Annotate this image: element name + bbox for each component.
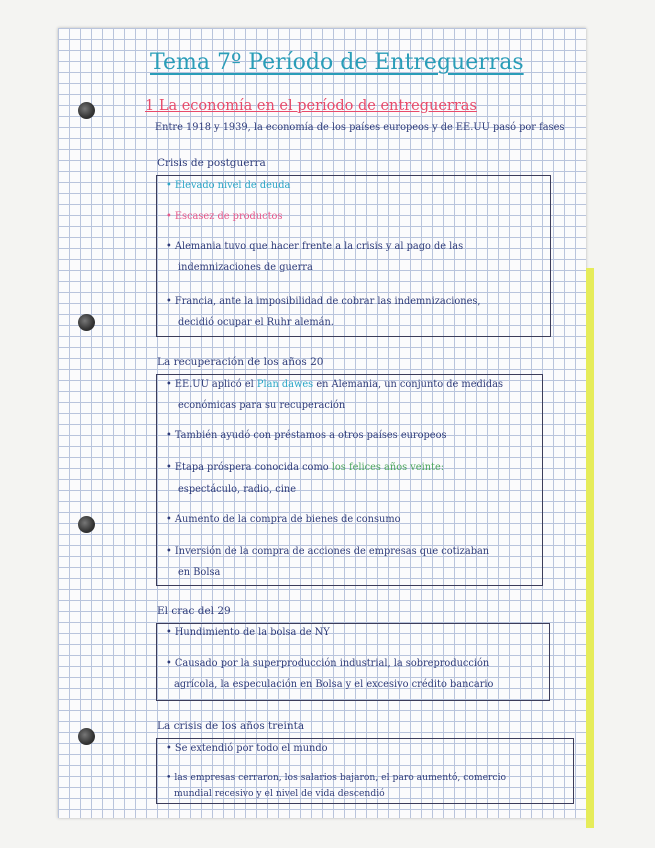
- list-item: mundial recesivo y el nivel de vida descendió: [174, 788, 385, 799]
- felices-anos-veinte-highlight: los felices años veinte:: [331, 462, 445, 473]
- list-item: • Causado por la superproducción industrial, la sobreproducción: [166, 658, 490, 669]
- list-item: • Se extendió por todo el mundo: [166, 743, 328, 754]
- binder-hole-2: [78, 314, 95, 331]
- list-item: económicas para su recuperación: [178, 400, 346, 411]
- intro-text: Entre 1918 y 1939, la economía de los países europeos y de EE.UU pasó por fases: [155, 122, 565, 133]
- binder-hole-3: [78, 516, 95, 533]
- page-title: Tema 7º Período de Entreguerras: [150, 50, 524, 75]
- list-item: decidió ocupar el Ruhr alemán.: [178, 317, 334, 328]
- list-item: • También ayudó con préstamos a otros países europeos: [166, 430, 447, 441]
- list-item: • Francia, ante la imposibilidad de cobrar las indemnizaciones,: [166, 296, 481, 307]
- binder-hole-1: [78, 102, 95, 119]
- list-item: • Etapa próspera conocida como los felices años veinte:: [166, 462, 445, 473]
- section-heading: 1 La economía en el período de entreguerras: [145, 98, 477, 114]
- heading-recuperacion: La recuperación de los años 20: [157, 356, 324, 368]
- list-item: espectáculo, radio, cine: [178, 484, 296, 495]
- plan-dawes-highlight: Plan dawes: [256, 379, 314, 390]
- list-item: agrícola, la especulación en Bolsa y el excesivo crédito bancario: [174, 679, 494, 690]
- list-item: • Aumento de la compra de bienes de consumo: [166, 514, 401, 525]
- heading-crisis-treinta: La crisis de los años treinta: [157, 720, 305, 732]
- heading-crac-29: El crac del 29: [157, 605, 231, 617]
- list-item: • Inversión de la compra de acciones de empresas que cotizaban: [166, 546, 490, 557]
- binder-hole-4: [78, 728, 95, 745]
- list-item: • Elevado nivel de deuda: [166, 180, 291, 191]
- list-item: • Alemania tuvo que hacer frente a la crisis y al pago de las: [166, 241, 464, 252]
- heading-crisis-postguerra: Crisis de postguerra: [157, 157, 266, 169]
- list-item: • Hundimiento de la bolsa de NY: [166, 627, 330, 638]
- list-item: • las empresas cerraron, los salarios bajaron, el paro aumentó, comercio: [166, 772, 507, 783]
- paper-edge-highlight: [586, 268, 594, 828]
- list-item: indemnizaciones de guerra: [178, 262, 313, 273]
- list-item: en Bolsa: [178, 567, 221, 578]
- list-item: • Escasez de productos: [166, 211, 283, 222]
- list-item: • EE.UU aplicó el Plan dawes en Alemania, un conjunto de medidas: [166, 379, 504, 390]
